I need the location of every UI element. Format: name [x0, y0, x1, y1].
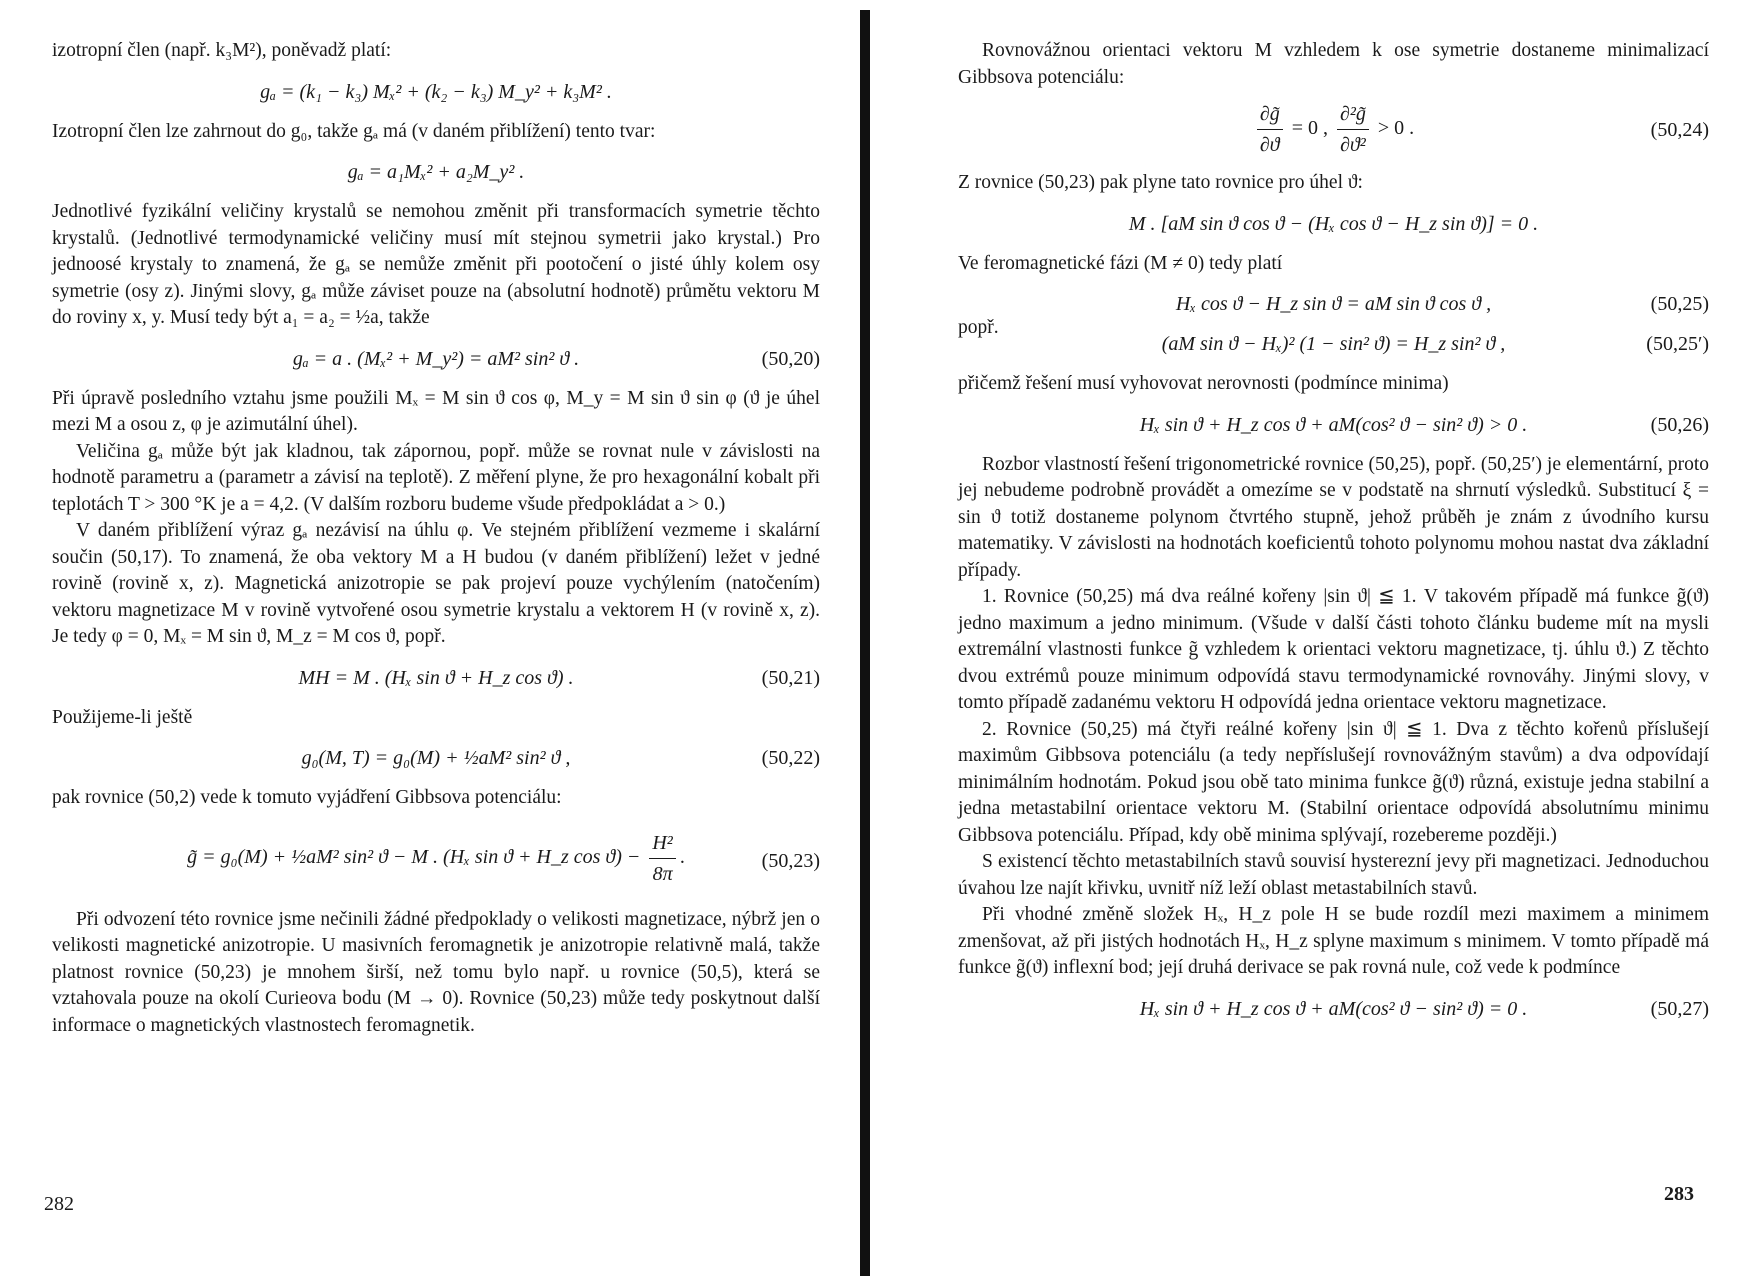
equation-group	[958, 291, 1709, 357]
paragraph: Veličina gₐ může být jak kladnou, tak zápornou, popř. může se rovnat nule v závislosti na hodnotě parametru a (parametr a závisí na teplotě). Z měření plyne, že pro hexagonální kobalt při teplotách T > 300 °K je a = 4,2. (V dalším rozboru budeme všude předpokládat a > 0.)	[52, 440, 820, 515]
paragraph: Při vhodné změně složek Hₓ, H_z pole H se bude rozdíl mezi maximem a minimem zmenšovat, až při jistých hodnotách Hₓ, H_z splyne maximum s minimem. V tomto případě má funkce g̃(ϑ) inflexní bod; její druhá derivace se pak rovná nule, což vede k podmínce	[958, 904, 1709, 978]
paragraph: 1. Rovnice (50,25) má dva reálné kořeny |sin ϑ| ≦ 1. V takovém případě má funkce g̃(ϑ) jedno maximum a jedno minimum. (Všude v další části tohoto článku budeme mít na mysli extremální vlastnosti funkce g̃ vzhledem k orientaci vektoru magnetizace, tj. úhlu ϑ.) Z těchto dvou extrémů pouze minimum odpovídá stavu termodynamické rovnováhy. Jinými slovy, v tomto případě zadanému vektoru H odpovídá jedna orientace vektoru magnetizace.	[958, 586, 1709, 713]
page-number: 283	[1664, 1183, 1694, 1205]
equation-text: Hₓ sin ϑ + H_z cos ϑ + aM(cos² ϑ − sin² ϑ) > 0 .	[1139, 413, 1528, 436]
equation	[958, 331, 1709, 357]
equation-number: (50,25′)	[1646, 333, 1709, 355]
equation	[52, 159, 820, 185]
equation: g̃ = g₀(M) + ½aM² sin² ϑ − M . (Hₓ sin ϑ + H_z cos ϑ) − $\frac{\text{H²}}{8\pi}$ . (50,23)	[52, 828, 820, 889]
fraction: $\frac{\text{H²}}{8\pi}$	[649, 828, 675, 889]
equation-text: gₐ = a₁Mₓ² + a₂M_y² .	[347, 161, 525, 183]
equation	[958, 996, 1709, 1022]
equation-number: (50,24)	[1650, 119, 1709, 141]
equation	[52, 79, 820, 105]
equation-number: (50,27)	[1650, 997, 1709, 1020]
paragraph: Při úpravě posledního vztahu jsme použili Mₓ = M sin ϑ cos φ, M_y = M sin ϑ sin φ (ϑ je úhel mezi M a osou z, φ je azimutální úhel).	[52, 387, 820, 435]
equation	[52, 665, 820, 691]
equation-text: > 0 .	[1377, 117, 1415, 140]
paragraph: V daném přiblížení výraz gₐ nezávisí na úhlu φ. Ve stejném přiblížení vezmeme i skalární součin (50,17). To znamená, že oba vektory M a H budou (v daném přiblížení) ležet v jedné rovině (rovině x, z). Magnetická anizotropie se pak projeví pouze vychýlením (natočením) vektoru magnetizace M v rovině vytvořené osou symetrie krystalu a vektorem H (v rovině x, z). Je tedy φ = 0, Mₓ = M sin ϑ, M_z = M cos ϑ, popř.	[52, 520, 820, 647]
paragraph: Rozbor vlastností řešení trigonometrické rovnice (50,25), popř. (50,25′) je elementární, proto jej nebudeme podrobně provádět a omezíme se v podstatě na shrnutí výsledků. Substitucí ξ = sin ϑ totiž dostaneme polynom čtvrtého stupně, jehož průběh je znám z úvodního kursu matematiky. V závislosti na hodnotách koeficientů tohoto polynomu mohou nastat dva základní případy.	[958, 453, 1709, 581]
paragraph: pak rovnice (50,2) vede k tomuto vyjádření Gibbsova potenciálu:	[52, 787, 562, 808]
book-spine	[860, 10, 870, 1276]
fraction: $\frac{\text{∂²g̃}}{\text{∂ϑ²}}$	[1337, 99, 1369, 160]
paragraph: Z rovnice (50,23) pak plyne tato rovnice pro úhel ϑ:	[958, 172, 1363, 193]
equation-text: (aM sin ϑ − Hₓ)² (1 − sin² ϑ) = H_z sin² ϑ ,	[1161, 333, 1506, 355]
paragraph: Použijeme-li ještě	[52, 706, 193, 728]
paragraph: S existencí těchto metastabilních stavů souvisí hysterezní jevy při magnetizaci. Jednoduchou úvahou lze najít křivku, uvnitř níž leží oblast metastabilních stavů.	[958, 851, 1709, 899]
fraction: $\frac{\partial g̃}{\partial ϑ}$	[1257, 99, 1283, 160]
equation-text: Hₓ cos ϑ − H_z sin ϑ = aM sin ϑ cos ϑ ,	[1175, 293, 1492, 315]
paragraph: Rovnovážnou orientaci vektoru M vzhledem k ose symetrie dostaneme minimalizací Gibbsova potenciálu:	[958, 40, 1709, 88]
paragraph: přičemž řešení musí vyhovovat nerovnosti (podmínce minima)	[958, 373, 1449, 394]
page-number: 282	[44, 1193, 74, 1215]
paragraph: Při odvození této rovnice jsme nečinili žádné předpoklady o velikosti magnetizace, nýbrž jen o velikosti magnetické anizotropie. U masivních feromagnetik je anizotropie relativně malá, takže platnost rovnice (50,23) je mnohem širší, než tomu bylo např. u rovnice (50,5), která se vztahovala pouze na okolí Curieova bodu (M → 0). Rovnice (50,23) může tedy poskytnout další informace o magnetických vlastnostech feromagnetik.	[52, 908, 820, 1036]
equation	[958, 412, 1709, 438]
equation-text: g̃ = g₀(M) + ½aM² sin² ϑ − M . (Hₓ sin ϑ + H_z cos ϑ) −	[187, 845, 641, 868]
equation-text: = 0 ,	[1291, 117, 1328, 140]
equation	[958, 211, 1709, 237]
equation-text: g₀(M, T) = g₀(M) + ½aM² sin² ϑ ,	[301, 747, 571, 769]
equation-number: (50,20)	[761, 347, 820, 370]
equation	[52, 745, 820, 771]
equation	[958, 99, 1709, 160]
equation-text: Hₓ sin ϑ + H_z cos ϑ + aM(cos² ϑ − sin² ϑ) = 0 .	[1139, 997, 1528, 1020]
popr-label: popř.	[958, 317, 999, 338]
paragraph: Jednotlivé fyzikální veličiny krystalů se nemohou změnit při transformacích symetrie těchto krystalů. (Jednotlivé termodynamické veličiny musí mít stejnou symetrii jako krystal.) Pro jednoosé krystaly to znamená, že gₐ se nemůže změnit při pootočení o jisté úhly kolem osy symetrie (osy z). Jinými slovy, gₐ může záviset pouze na (absolutní hodnotě) průmětu vektoru M do roviny x, y. Musí tedy být a₁ = a₂ = ½a, takže	[52, 201, 820, 328]
equation-number: (50,21)	[761, 666, 820, 689]
equation-text: M . [aM sin ϑ cos ϑ − (Hₓ cos ϑ − H_z sin ϑ)] = 0 .	[1128, 212, 1539, 235]
left-page	[0, 0, 860, 1276]
right-page	[880, 0, 1754, 1276]
equation-number: (50,26)	[1650, 413, 1709, 436]
equation-text: MH = M . (Hₓ sin ϑ + H_z cos ϑ) .	[298, 666, 574, 689]
equation	[958, 291, 1709, 317]
equation-number: (50,23)	[761, 849, 820, 872]
equation-text: gₐ = (k₁ − k₃) Mₓ² + (k₂ − k₃) M_y² + k₃M² .	[260, 80, 612, 103]
paragraph: izotropní člen (např. k₃M²), poněvadž platí:	[52, 40, 392, 61]
paragraph: 2. Rovnice (50,25) má čtyři reálné kořeny |sin ϑ| ≦ 1. Dva z těchto kořenů příslušejí maximům Gibbsova potenciálu (a tedy nepříslušejí rovnovážným stavům) a dva odpovídají minimálním hodnotám. Pokud jsou obě tato minima funkce g̃(ϑ) různá, existuje jedna stabilní a jedna metastabilní orientace vektoru M. (Stabilní orientace odpovídá absolutnímu minimu Gibbsova potenciálu. Případ, kdy obě minima splývají, rozebereme později.)	[958, 718, 1709, 846]
equation-number: (50,25)	[1650, 293, 1709, 315]
equation-number: (50,22)	[761, 747, 820, 769]
equation-text: gₐ = a . (Mₓ² + M_y²) = aM² sin² ϑ .	[292, 347, 580, 370]
paragraph: Izotropní člen lze zahrnout do g₀, takže gₐ má (v daném přiblížení) tento tvar:	[52, 120, 656, 142]
equation	[52, 346, 820, 372]
paragraph: Ve feromagnetické fázi (M ≠ 0) tedy platí	[958, 252, 1283, 274]
